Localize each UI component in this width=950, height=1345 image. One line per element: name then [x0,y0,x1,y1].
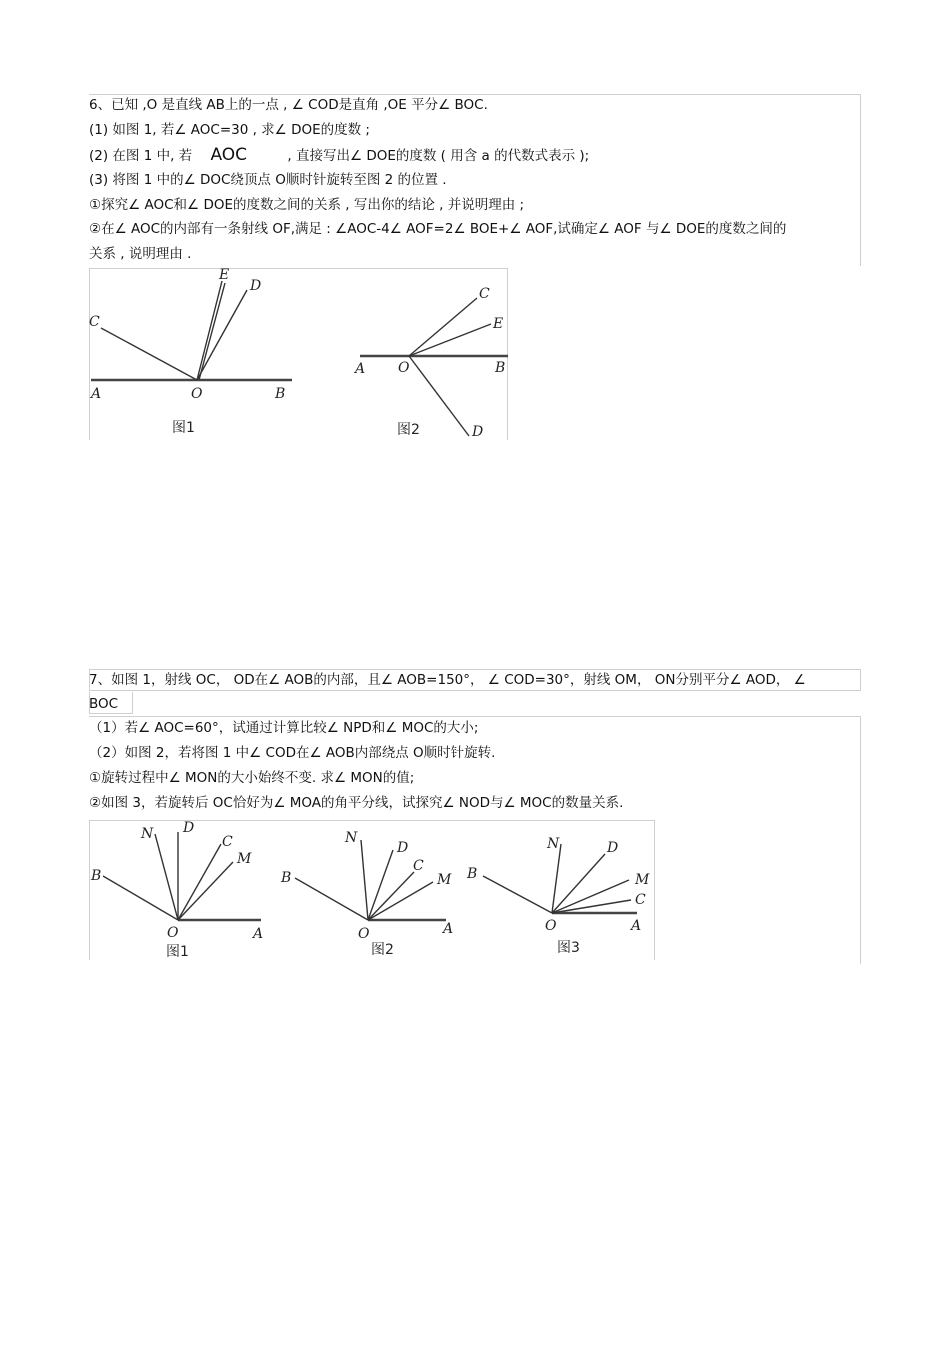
q6-line-7: 关系 , 说明理由 . [89,246,192,262]
q7-f2-label-m: M [437,872,452,888]
q7-f1-label-b: B [91,868,102,884]
q6-f1-label-e: E [219,267,230,283]
q7-f3-caption: 图3 [557,940,580,956]
q6-f1-caption: 图1 [172,420,195,436]
q7-line-2: BOC [89,696,119,712]
q7-f3-label-b: B [467,866,478,882]
q7-line-1: 7、如图 1，射线 OC， OD在∠ AOB的内部，且∠ AOB=150°， ∠ COD=30°，射线 OM， ON分别平分∠ AOD， ∠ [89,672,806,688]
q7-f2-caption: 图2 [371,942,394,958]
q7-f3-ray-om [552,880,629,913]
q7-f1-label-o: O [167,925,179,941]
q6-line-4: (3) 将图 1 中的∠ DOC绕顶点 O顺时针旋转至图 2 的位置 . [89,172,447,188]
q7-f3-label-o: O [545,918,557,934]
q6-line-3 [89,146,589,165]
q6-f1-ray-oe-2 [199,283,225,380]
q7-f2-label-a: A [443,921,454,937]
q7-f2-label-n: N [345,830,358,846]
q7-f3-label-m: M [635,872,650,888]
q6-f1-label-c: C [89,314,100,330]
q7-line-5: ①旋转过程中∠ MON的大小始终不变. 求∠ MON的值; [89,770,415,786]
q7-f1-caption: 图1 [166,944,189,960]
q7-f2-ray-om [368,882,433,920]
q7-figures [89,820,655,960]
q7-f3-ray-on [552,844,561,913]
q6-f2-label-a: A [355,361,366,377]
q6-f1-ray-od [197,290,247,380]
q6-f2-label-d: D [472,424,484,440]
q7-f1-ray-on [155,834,178,920]
q6-f1-ray-oc [101,328,197,380]
q7-right-rule [860,820,861,964]
q7-f3-ray-od [552,854,605,913]
q7-figure-1 [90,820,263,960]
q6-f2-ray-oe [409,324,491,356]
q6-figures [89,268,508,440]
q6-line-3-part-c: , 直接写出∠ DOE的度数 ( 用含 a 的代数式表示 ); [287,148,590,164]
q6-f2-label-c: C [479,286,490,302]
q6-f2-caption: 图2 [397,422,420,438]
q6-f1-label-a: A [91,386,102,402]
q6-f1-label-d: D [250,278,262,294]
q7-f2-label-b: B [281,870,292,886]
q7-f3-label-a: A [631,918,642,934]
q7-line-4: （2）如图 2，若将图 1 中∠ COD在∠ AOB内部绕点 O顺时针旋转. [89,745,496,761]
q6-f1-label-o: O [191,386,203,402]
q6-figure-1 [89,267,292,436]
q7-figure-3 [466,836,650,956]
q7-f1-label-m: M [237,851,252,867]
q6-line-6: ②在∠ AOC的内部有一条射线 OF,满足 : ∠AOC-4∠ AOF=2∠ BOE+∠ AOF,试确定∠ AOF 与∠ DOE的度数之间的 [89,221,787,237]
q6-f1-ray-oe [197,281,222,380]
q6-f2-ray-oc [409,298,477,356]
q6-f2-label-b: B [495,360,506,376]
q6-f1-label-b: B [275,386,286,402]
q7-f2-ray-od [368,850,393,920]
q6-line-2: (1) 如图 1, 若∠ AOC=30 , 求∠ DOE的度数 ; [89,122,370,138]
q6-line-1: 6、已知 ,O 是直线 AB上的一点 , ∠ COD是直角 ,OE 平分∠ BOC. [89,97,488,113]
q7-f2-ray-oc [368,872,414,920]
q7-f2-label-o: O [358,926,370,942]
q6-f2-label-o: O [398,360,410,376]
q7-figure-2 [280,830,453,958]
q7-f2-ray-ob [295,878,368,920]
q7-f1-ray-ob [103,876,178,920]
q6-figure-2 [353,286,508,440]
q7-f3-ray-ob [483,876,552,913]
q7-f3-ray-oc [552,900,631,913]
q7-f1-label-n: N [141,826,154,842]
q7-f1-label-c: C [222,834,233,850]
q7-f1-label-d: D [183,820,195,836]
q6-line-3-part-a: (2) 在图 1 中, 若 [89,148,193,164]
q7-f3-label-n: N [547,836,560,852]
q7-line-3: （1）若∠ AOC=60°，试通过计算比较∠ NPD和∠ MOC的大小; [89,720,479,736]
q7-line-6: ②如图 3，若旋转后 OC恰好为∠ MOA的角平分线，试探究∠ NOD与∠ MOC的数量关系. [89,795,624,811]
q6-f2-label-e: E [493,316,504,332]
q7-f3-label-c: C [635,892,646,908]
q7-f2-label-c: C [413,858,424,874]
q7-f3-label-d: D [607,840,619,856]
q7-f2-ray-on [361,840,368,920]
q7-f2-label-d: D [397,840,409,856]
q7-f1-label-a: A [253,926,264,942]
q6-line-3-aoc: AOC [210,145,248,165]
q6-line-5: ①探究∠ AOC和∠ DOE的度数之间的关系 , 写出你的结论 , 并说明理由 ; [89,197,525,213]
